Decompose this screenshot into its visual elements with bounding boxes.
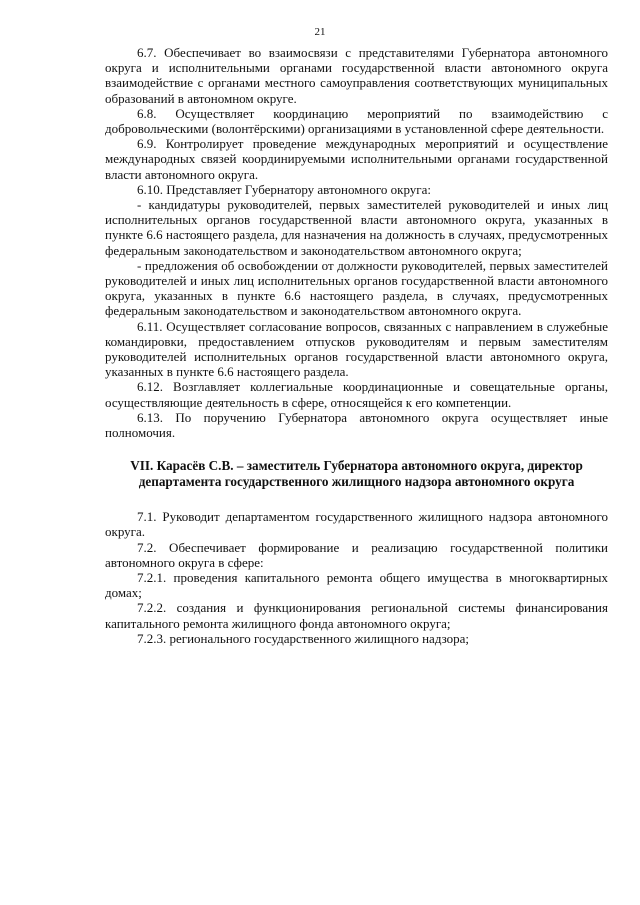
paragraph-6-8: 6.8. Осуществляет координацию мероприятий по взаимодействию с добровольческими (волонтёрскими) организациями в установленной сфере деятельности.	[105, 105, 608, 137]
section-7-heading: VII. Карасёв С.В. – заместитель Губернатора автономного округа, директор департамента государственного жилищного надзора автономного округа	[130, 458, 583, 489]
page-number: 21	[314, 26, 326, 38]
paragraph-6-11: 6.11. Осуществляет согласование вопросов, связанных с направлением в служебные командировки, предоставлением отпусков руководителям и первым заместителям руководителей исполнительных органов государственной власти автономного округа, указанных в пункте 6.6 настоящего раздела.	[105, 318, 608, 380]
paragraph-6-9: 6.9. Контролирует проведение международных мероприятий и осуществление международных связей координируемыми исполнительными органами государственной власти автономного округа.	[105, 136, 608, 182]
paragraph-6-13: 6.13. По поручению Губернатора автономного округа осуществляет иные полномочия.	[105, 409, 608, 441]
list-item-candidates: - кандидатуры руководителей, первых заместителей руководителей и иных лиц исполнительных органов государственной власти автономного округа, указанных в пункте 6.6 настоящего раздела, для назначения на должность в случаях, предусмотренных федеральным законодательством и законодательством автономного округа;	[105, 197, 608, 258]
paragraph-6-10: 6.10. Представляет Губернатору автономного округа:	[137, 181, 432, 197]
paragraph-7-2-2: 7.2.2. создания и функционирования региональной системы финансирования капитального ремонта жилищного фонда автономного округа;	[105, 600, 608, 631]
list-item-dismissal: - предложения об освобождении от должности руководителей, первых заместителей руководителей и иных лиц исполнительных органов государственной власти автономного округа, указанных в пункте 6.6 настоящего раздела, в случаях, предусмотренных федеральным законодательством и законодательством автономного округа.	[105, 257, 608, 319]
paragraph-6-7: 6.7. Обеспечивает во взаимосвязи с представителями Губернатора автономного округа и исполнительными органами государственной власти автономного округа взаимодействие с органами местного самоуправления соответствующих муниципальных образований в автономном округе.	[105, 45, 608, 106]
section-6-paragraphs	[105, 45, 608, 440]
paragraph-6-12: 6.12. Возглавляет коллегиальные координационные и совещательные органы, осуществляющие деятельность в сфере, относящейся к его компетенции.	[105, 379, 608, 410]
paragraph-7-2-3: 7.2.3. регионального государственного жилищного надзора;	[137, 630, 470, 646]
paragraph-7-2: 7.2. Обеспечивает формирование и реализацию государственной политики автономного округа в сфере:	[105, 539, 608, 570]
paragraph-7-1: 7.1. Руководит департаментом государственного жилищного надзора автономного округа.	[105, 509, 608, 540]
document-body	[105, 45, 608, 646]
section-7-paragraphs	[105, 509, 608, 646]
paragraph-7-2-1: 7.2.1. проведения капитального ремонта общего имущества в многоквартирных домах;	[105, 569, 608, 601]
